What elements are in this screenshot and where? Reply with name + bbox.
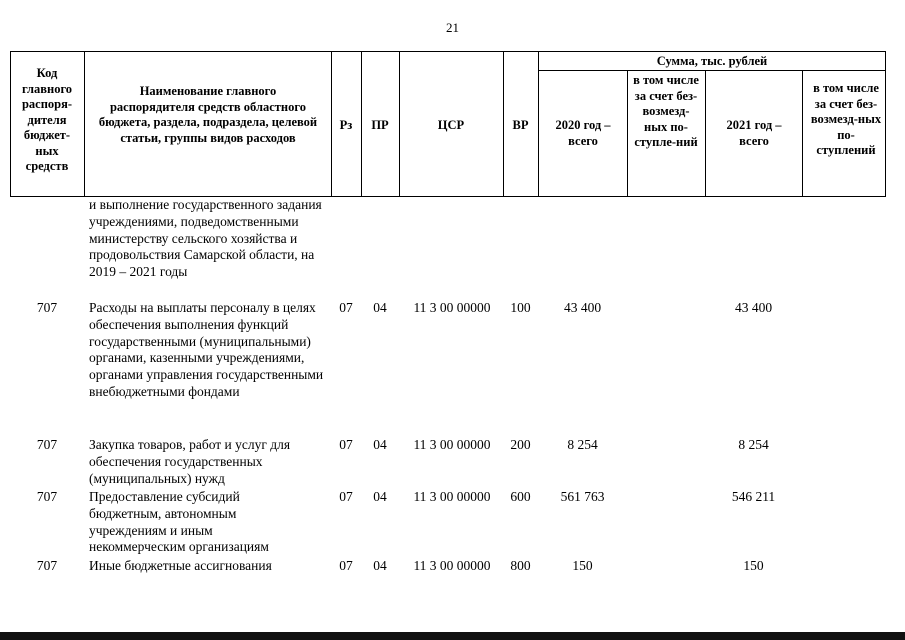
- row-2020-total: 43 400: [563, 300, 602, 315]
- row-code: 707: [36, 437, 58, 452]
- row-2020-total: 150: [572, 558, 593, 573]
- row-vr: 100: [510, 300, 531, 315]
- row-pr: 04: [373, 437, 387, 452]
- row-name: Предоставление субсидий бюджетным, автономным учреждениям и иным некоммерческим организациям: [89, 489, 269, 555]
- header-code: Код главного распоря-дителя бюджет-ных средств: [21, 66, 73, 173]
- row-vr: 600: [510, 489, 531, 504]
- page-number: 21: [446, 20, 459, 35]
- header-rz: Рз: [339, 118, 353, 132]
- row-rz: 07: [339, 437, 353, 452]
- row-vr: 200: [510, 437, 531, 452]
- row-pr: 04: [373, 489, 387, 504]
- header-pr: ПР: [371, 118, 389, 132]
- row-pr: 04: [373, 300, 387, 315]
- row-csr: 11 3 00 00000: [413, 437, 491, 452]
- row-csr: 11 3 00 00000: [413, 558, 491, 573]
- row-rz: 07: [339, 489, 353, 504]
- row-code: 707: [36, 300, 58, 315]
- row-code: 707: [36, 558, 58, 573]
- row-code: 707: [36, 489, 58, 504]
- header-name: Наименование главного распорядителя средств областного бюджета, раздела, подраздела, целевой статьи, группы видов расходов: [98, 84, 318, 145]
- row-rz: 07: [339, 300, 353, 315]
- scan-bottom-edge: [0, 632, 905, 640]
- continuation-text: и выполнение государственного задания учреждениями, подведомственными министерству сельского хозяйства и продовольствия Самарской области, на 2019 – 2021 годы: [89, 197, 322, 280]
- header-sum: Сумма, тыс. рублей: [656, 54, 768, 68]
- header-2020-free: в том числе за счет без-возмезд-ных по-ступле-ний: [633, 73, 699, 149]
- row-name: Иные бюджетные ассигнования: [89, 558, 272, 573]
- row-2021-total: 43 400: [734, 300, 773, 315]
- header-vr: ВР: [512, 118, 529, 132]
- row-2021-total: 150: [743, 558, 764, 573]
- row-2020-total: 561 763: [560, 489, 605, 504]
- header-csr: ЦСР: [437, 118, 465, 132]
- row-2020-total: 8 254: [567, 437, 598, 452]
- row-2021-total: 8 254: [738, 437, 769, 452]
- row-2021-total: 546 211: [731, 489, 776, 504]
- row-name: Закупка товаров, работ и услуг для обеспечения государственных (муниципальных) нужд: [89, 437, 291, 486]
- header-2021-free: в том числе за счет без-возмезд-ных по-ступлений: [810, 81, 882, 157]
- header-2020-total: 2020 год – всего: [555, 118, 611, 148]
- row-csr: 11 3 00 00000: [413, 300, 491, 315]
- row-rz: 07: [339, 558, 353, 573]
- row-name: Расходы на выплаты персоналу в целях обеспечения выполнения функций государственными (муниципальными) органами, казенными учреждениями, органами управления государственными внебюджетными фондами: [89, 300, 324, 399]
- row-csr: 11 3 00 00000: [413, 489, 491, 504]
- header-2021-total: 2021 год – всего: [726, 118, 782, 148]
- row-pr: 04: [373, 558, 387, 573]
- row-vr: 800: [510, 558, 531, 573]
